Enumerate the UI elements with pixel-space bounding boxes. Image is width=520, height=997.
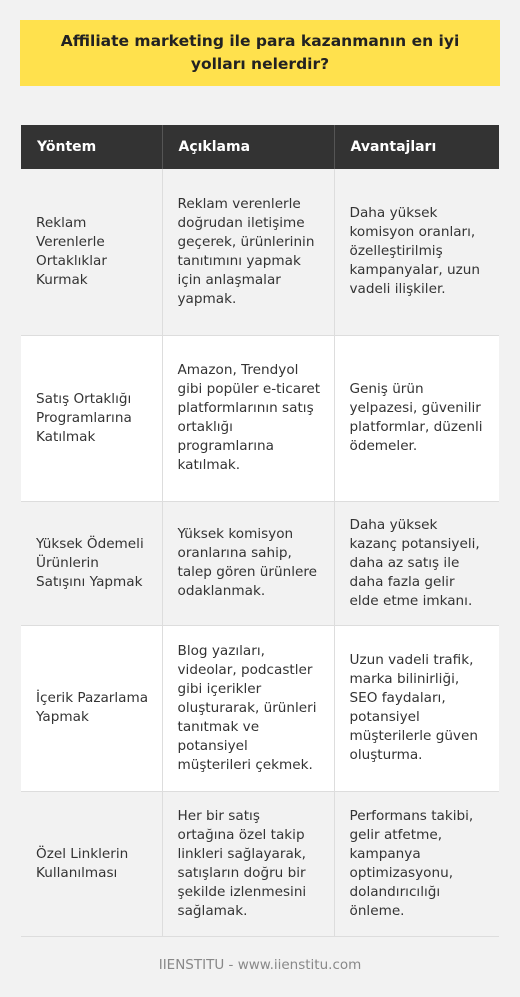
method-cell: Satış Ortaklığı Programlarına Katılmak <box>21 335 162 501</box>
advantages-cell: Daha yüksek kazanç potansiyeli, daha az satış ile daha fazla gelir elde etme imkanı. <box>334 501 499 625</box>
column-header-description: Açıklama <box>162 125 334 169</box>
column-header-method: Yöntem <box>21 125 162 169</box>
method-cell: Yüksek Ödemeli Ürünlerin Satışını Yapmak <box>21 501 162 625</box>
method-cell: Özel Linklerin Kullanılması <box>21 791 162 936</box>
advantages-cell: Uzun vadeli trafik, marka bilinirliği, SEO faydaları, potansiyel müşterilerle güven oluşturma. <box>334 625 499 791</box>
description-cell: Her bir satış ortağına özel takip linkleri sağlayarak, satışların doğru bir şekilde izlenmesini sağlamak. <box>162 791 334 936</box>
description-cell: Amazon, Trendyol gibi popüler e-ticaret platformlarının satış ortaklığı programlarına katılmak. <box>162 335 334 501</box>
description-cell: Yüksek komisyon oranlarına sahip, talep gören ürünlere odaklanmak. <box>162 501 334 625</box>
methods-table <box>21 125 499 937</box>
page-title: Affiliate marketing ile para kazanmanın en iyi yolları nelerdir? <box>60 32 460 73</box>
advantages-cell: Daha yüksek komisyon oranları, özelleştirilmiş kampanyalar, uzun vadeli ilişkiler. <box>334 169 499 335</box>
table-row <box>21 169 499 335</box>
title-banner <box>20 20 500 86</box>
description-cell: Blog yazıları, videolar, podcastler gibi içerikler oluşturarak, ürünleri tanıtmak ve potansiyel müşterileri çekmek. <box>162 625 334 791</box>
column-header-advantages: Avantajları <box>334 125 499 169</box>
table-row <box>21 625 499 791</box>
table-header-row <box>21 125 499 169</box>
advantages-cell: Performans takibi, gelir atfetme, kampanya optimizasyonu, dolandırıcılığı önleme. <box>334 791 499 936</box>
footer-credit: IIENSTITU - www.iienstitu.com <box>158 957 362 973</box>
table-row <box>21 335 499 501</box>
advantages-cell: Geniş ürün yelpazesi, güvenilir platformlar, düzenli ödemeler. <box>334 335 499 501</box>
description-cell: Reklam verenlerle doğrudan iletişime geçerek, ürünlerinin tanıtımını yapmak için anlaşmalar yapmak. <box>162 169 334 335</box>
table-row <box>21 791 499 936</box>
table-row <box>21 501 499 625</box>
method-cell: İçerik Pazarlama Yapmak <box>21 625 162 791</box>
method-cell: Reklam Verenlerle Ortaklıklar Kurmak <box>21 169 162 335</box>
